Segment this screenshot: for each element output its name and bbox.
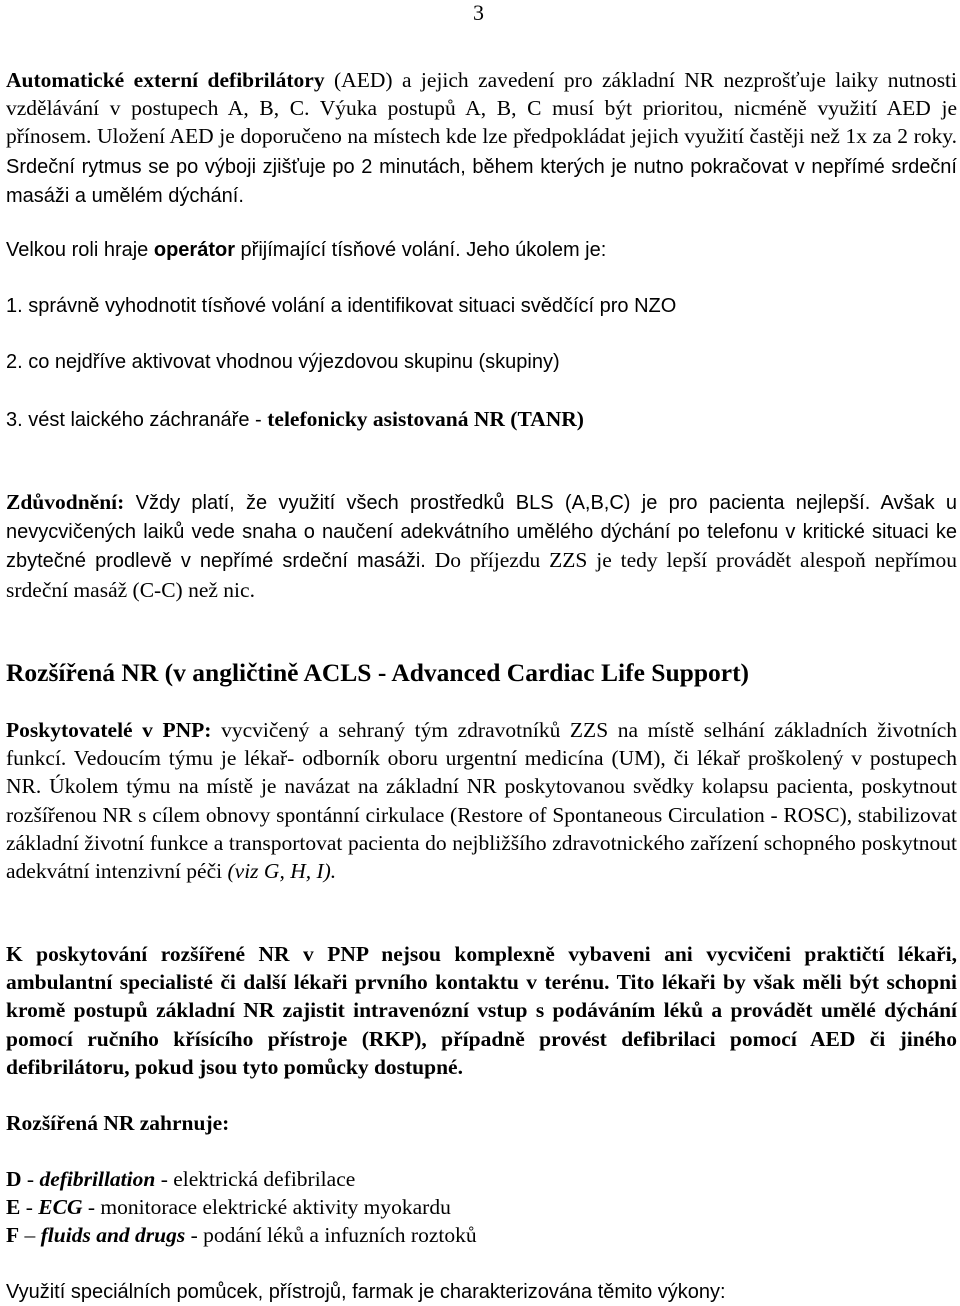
- providers-paragraph: [6, 716, 957, 885]
- list-item-description: - monitorace elektrické aktivity myokardu: [82, 1195, 451, 1220]
- includes-heading: [6, 1109, 957, 1137]
- providers-label: Poskytovatelé v PNP:: [6, 718, 212, 742]
- aed-paragraph: [6, 66, 957, 210]
- aed-text: (AED) a jejich zavedení pro základní NR nezprošťuje laiky nutnosti vzdělávání v postupech A, B, C. Výuka postupů A, B, C musí být prioritou, nicméně využití AED je přínosem. Uložení AED je doporučeno na místech kde lze předpokládat jejich využití častěji než 1x za 2 roky.: [6, 68, 958, 149]
- list-item-ecg: [6, 1193, 957, 1221]
- justification-conclusion: Do příjezdu ZZS je tedy lepší provádět alespoň nepřímou srdeční masáž (C-C) než nic.: [6, 548, 957, 602]
- list-item-term: fluids and drugs: [40, 1223, 186, 1248]
- page-number: 3: [473, 0, 484, 25]
- closing-line: Využití speciálních pomůcek, přístrojů, farmak je charakterizována těmito výkony:: [6, 1281, 726, 1303]
- list-item-term: defibrillation: [39, 1167, 156, 1191]
- list-item-letter: F: [6, 1223, 20, 1248]
- list-item-letter: D: [6, 1167, 22, 1191]
- operator-intro: [6, 236, 957, 264]
- list-item-description: - podání léků a infuzních roztoků: [185, 1223, 477, 1248]
- operator-intro-text-2: přijímající tísňové volání. Jeho úkolem je:: [235, 239, 607, 261]
- justification-label: Zdůvodnění:: [6, 490, 125, 514]
- operator-item-3-text: 3. vést laického záchranáře -: [6, 409, 268, 431]
- practitioners-paragraph: K poskytování rozšířené NR v PNP nejsou komplexně vybaveni ani vycvičeni praktičtí lékaři, ambulantní specialisté či další lékaři prvního kontaktu v terénu. Tito lékaři by však měli být schopni kromě postupů základní NR zajistit intravenózní vstup s podáváním léků a provádět umělé dýchání pomocí ručního křísícího přístroje (RKP), případně provést defibrilaci pomocí AED či jiného defibrilátoru, pokud jsou tyto pomůcky dostupné.: [6, 942, 957, 1079]
- providers-reference: (viz G, H, I).: [227, 859, 337, 884]
- list-item-term: ECG: [38, 1195, 83, 1220]
- includes-heading-text: Rozšířená NR zahrnuje:: [6, 1111, 230, 1135]
- operator-intro-text: Velkou roli hraje: [6, 239, 154, 261]
- list-item-separator: -: [21, 1167, 40, 1191]
- justification-text: Vždy platí, že využití všech prostředků BLS (A,B,C) je pro pacienta nejlepší. Avšak u nevycvičených laiků vede snaha o naučení adekvátního umělého dýchání po telefonu v kritické situaci ke zbytečné prodlevě v nepřímé srdeční masáži.: [6, 492, 957, 573]
- justification-paragraph: [6, 488, 957, 604]
- acls-heading: Rozšířená NR (v angličtině ACLS - Advanced Cardiac Life Support): [6, 658, 750, 687]
- operator-item-3: [6, 405, 957, 434]
- list-item-separator: –: [19, 1223, 41, 1248]
- operator-term: operátor: [153, 239, 235, 261]
- aed-rhythm-text: Srdeční rytmus se po výboji zjišťuje po 2 minutách, během kterých je nutno pokračovat v nepřímé srdeční masáži a umělém dýchání.: [6, 155, 957, 207]
- includes-list: [6, 1165, 957, 1250]
- tanr-term: telefonicky asistovaná NR (TANR): [267, 407, 584, 431]
- providers-text: vycvičený a sehraný tým zdravotníků ZZS na místě selhání základních životních funkcí. Vedoucím týmu je lékař- odborník oboru urgentní medicína (UM), či lékař proškolený v postupech NR. Úkolem týmu na místě je navázat na základní NR poskytovanou svědky kolapsu pacienta, poskytnout rozšířenou NR s cílem obnovy spontánní cirkulace (Restore of Spontaneous Circulation - ROSC), stabilizovat základní životní funkce a transportovat pacienta do nejbližšího zdravotnického zařízení schopného poskytnout adekvátní intenzivní péči: [6, 718, 958, 884]
- list-item-defibrillation: [6, 1165, 957, 1193]
- aed-lead-term: Automatické externí defibrilátory: [6, 68, 325, 92]
- operator-item-2: 2. co nejdříve aktivovat vhodnou výjezdovou skupinu (skupiny): [6, 351, 560, 373]
- list-item-description: - elektrická defibrilace: [155, 1167, 356, 1191]
- list-item-letter: E: [6, 1195, 21, 1220]
- list-item-fluids: [6, 1221, 957, 1249]
- list-item-separator: -: [20, 1195, 39, 1220]
- operator-item-1: 1. správně vyhodnotit tísňové volání a identifikovat situaci svědčící pro NZO: [6, 295, 677, 317]
